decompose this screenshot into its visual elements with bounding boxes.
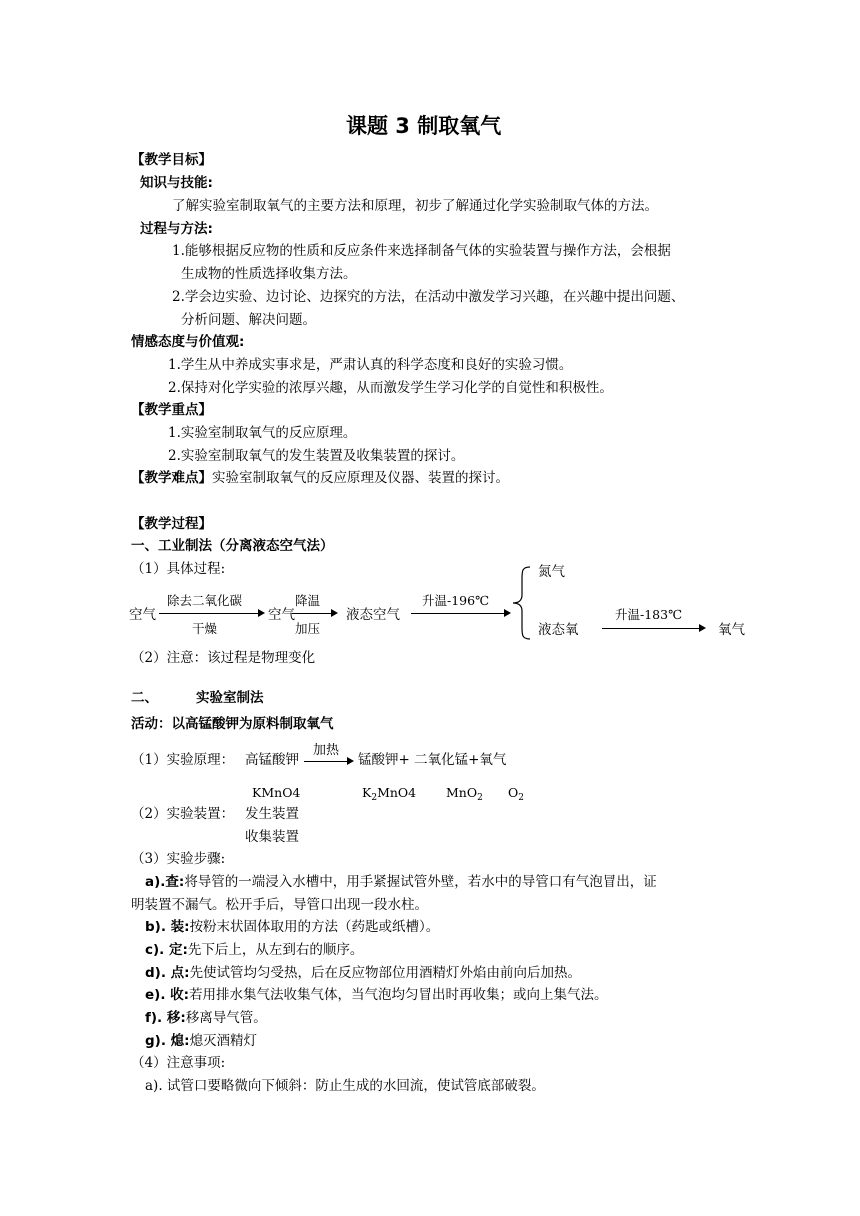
key-point-2: 2.实验室制取氧气的发生装置及收集装置的探讨。 — [168, 448, 465, 464]
step-e-key: e). 收: — [145, 987, 190, 1003]
attitude-item-1: 1.学生从中养成实事求是，严肃认真的科学态度和良好的实验习惯。 — [168, 357, 573, 373]
process-item-2: 2.学会边实验、边讨论、边探究的方法，在活动中激发学习兴趣，在兴趣中提出问题、 — [172, 289, 685, 305]
step-d — [145, 965, 581, 981]
flow-arrow-2-head — [331, 609, 338, 617]
principle-arrow — [304, 761, 348, 762]
lab-heading: 实验室制法 — [196, 690, 264, 706]
flow-arrow-1 — [159, 613, 259, 614]
attitude-heading: 情感态度与价值观: — [131, 334, 245, 350]
step-b-key: b). 装: — [145, 919, 190, 935]
difficulty-text: 实验室制取氧气的反应原理及仪器、装置的探讨。 — [212, 470, 509, 486]
flow-arrow1-top-label: 除去二氧化碳 — [167, 593, 243, 608]
principle-arrow-head — [347, 757, 354, 765]
flow-arrow-2 — [292, 613, 332, 614]
process-item-2-cont: 分析问题、解决问题。 — [181, 312, 316, 328]
step2-note: （2）注意：该过程是物理变化 — [131, 650, 316, 666]
flow-oxygen: 氧气 — [718, 622, 745, 638]
key-points-heading: 【教学重点】 — [131, 402, 212, 418]
step-d-key: d). 点: — [145, 965, 190, 981]
flow-arrow3-top-label: 升温-196℃ — [422, 593, 490, 608]
steps-label: （3）实验步骤: — [131, 851, 226, 867]
apparatus-label: （2）实验装置： — [131, 806, 235, 822]
page-title: 课题 3 制取氧气 — [346, 114, 502, 138]
step-a-key: a).查: — [145, 874, 185, 890]
apparatus-generation: 发生装置 — [245, 806, 299, 822]
key-point-1: 1.实验室制取氧气的反应原理。 — [168, 425, 357, 441]
activity-heading: 活动：以高锰酸钾为原料制取氧气 — [131, 716, 334, 732]
flow-brace — [510, 565, 534, 641]
industrial-heading: 一、工业制法（分离液态空气法） — [131, 538, 334, 554]
step-e-text: 若用排水集气法收集气体，当气泡均匀冒出时再收集；或向上集气法。 — [189, 987, 608, 1003]
lab-heading-number: 二、 — [131, 690, 158, 706]
principle-reactant: 高锰酸钾 — [245, 752, 299, 768]
principle-products: 锰酸钾+ 二氧化锰+氧气 — [358, 752, 507, 768]
step-g-text: 熄灭酒精灯 — [189, 1033, 258, 1049]
difficulty-heading: 【教学难点】 — [131, 470, 212, 486]
step-b — [145, 919, 439, 935]
formula-o2: $O_2$ — [508, 785, 524, 803]
step-e — [145, 987, 608, 1003]
flow-arrow2-top-label: 降温 — [295, 593, 321, 608]
flow-air-1: 空气 — [129, 607, 156, 623]
process-heading: 【教学过程】 — [131, 516, 212, 532]
step-b-text: 按粉末状固体取用的方法（药匙或纸槽）。 — [189, 919, 440, 935]
formula-k2mno4: $K_2MnO4$ — [362, 785, 417, 803]
step-a — [145, 874, 657, 890]
step1-label: （1）具体过程: — [131, 561, 226, 577]
step-f-text: 移离导气管。 — [185, 1010, 267, 1026]
flow-nitrogen: 氮气 — [538, 564, 565, 580]
step-g-key: g). 熄: — [145, 1033, 190, 1049]
notes-label: （4）注意事项: — [131, 1055, 226, 1071]
flow-arrow-4-head — [699, 624, 706, 632]
step-c-key: c). 定: — [145, 942, 188, 958]
objectives-heading: 【教学目标】 — [131, 152, 212, 168]
step-a-text: 将导管的一端浸入水槽中，用手紧握试管外壁，若水中的导管口有气泡冒出，证 — [184, 874, 657, 890]
process-item-1-cont: 生成物的性质选择收集方法。 — [181, 266, 357, 282]
difficulty-line — [131, 470, 509, 486]
process-method-heading: 过程与方法: — [140, 221, 213, 237]
flow-arrow-3 — [411, 613, 505, 614]
flow-liquid-oxygen: 液态氧 — [538, 622, 579, 638]
flow-arrow2-bottom-label: 加压 — [295, 621, 321, 636]
flow-air-2: 空气 — [268, 607, 295, 623]
process-item-1: 1.能够根据反应物的性质和反应条件来选择制备气体的实验装置与操作方法，会根据 — [172, 243, 671, 259]
step-f — [145, 1010, 267, 1026]
knowledge-heading: 知识与技能: — [140, 175, 213, 191]
attitude-item-2: 2.保持对化学实验的浓厚兴趣，从而激发学生学习化学的自觉性和积极性。 — [168, 380, 613, 396]
flow-arrow4-top-label: 升温-183℃ — [615, 607, 683, 622]
flow-liquid-air: 液态空气 — [346, 607, 400, 623]
flow-arrow-1-head — [258, 609, 265, 617]
formula-mno2: MnO$_2$ — [446, 785, 483, 803]
flow-arrow-4 — [602, 628, 700, 629]
apparatus-collection: 收集装置 — [245, 829, 299, 845]
step-f-key: f). 移: — [145, 1010, 186, 1026]
step-d-text: 先使试管均匀受热，后在反应物部位用酒精灯外焰由前向后加热。 — [189, 965, 582, 981]
principle-condition: 加热 — [313, 743, 340, 758]
formula-kmno4: KMnO4 — [252, 785, 301, 800]
flow-arrow1-bottom-label: 干燥 — [192, 621, 218, 636]
principle-label: （1）实验原理： — [131, 752, 235, 768]
knowledge-text: 了解实验室制取氧气的主要方法和原理，初步了解通过化学实验制取气体的方法。 — [172, 198, 658, 214]
step-g — [145, 1033, 257, 1049]
note-a: a). 试管口要略微向下倾斜：防止生成的水回流，使试管底部破裂。 — [145, 1078, 545, 1094]
step-a-cont: 明装置不漏气。松开手后，导管口出现一段水柱。 — [131, 897, 428, 913]
step-c — [145, 942, 363, 958]
step-c-text: 先下后上，从左到右的顺序。 — [187, 942, 364, 958]
